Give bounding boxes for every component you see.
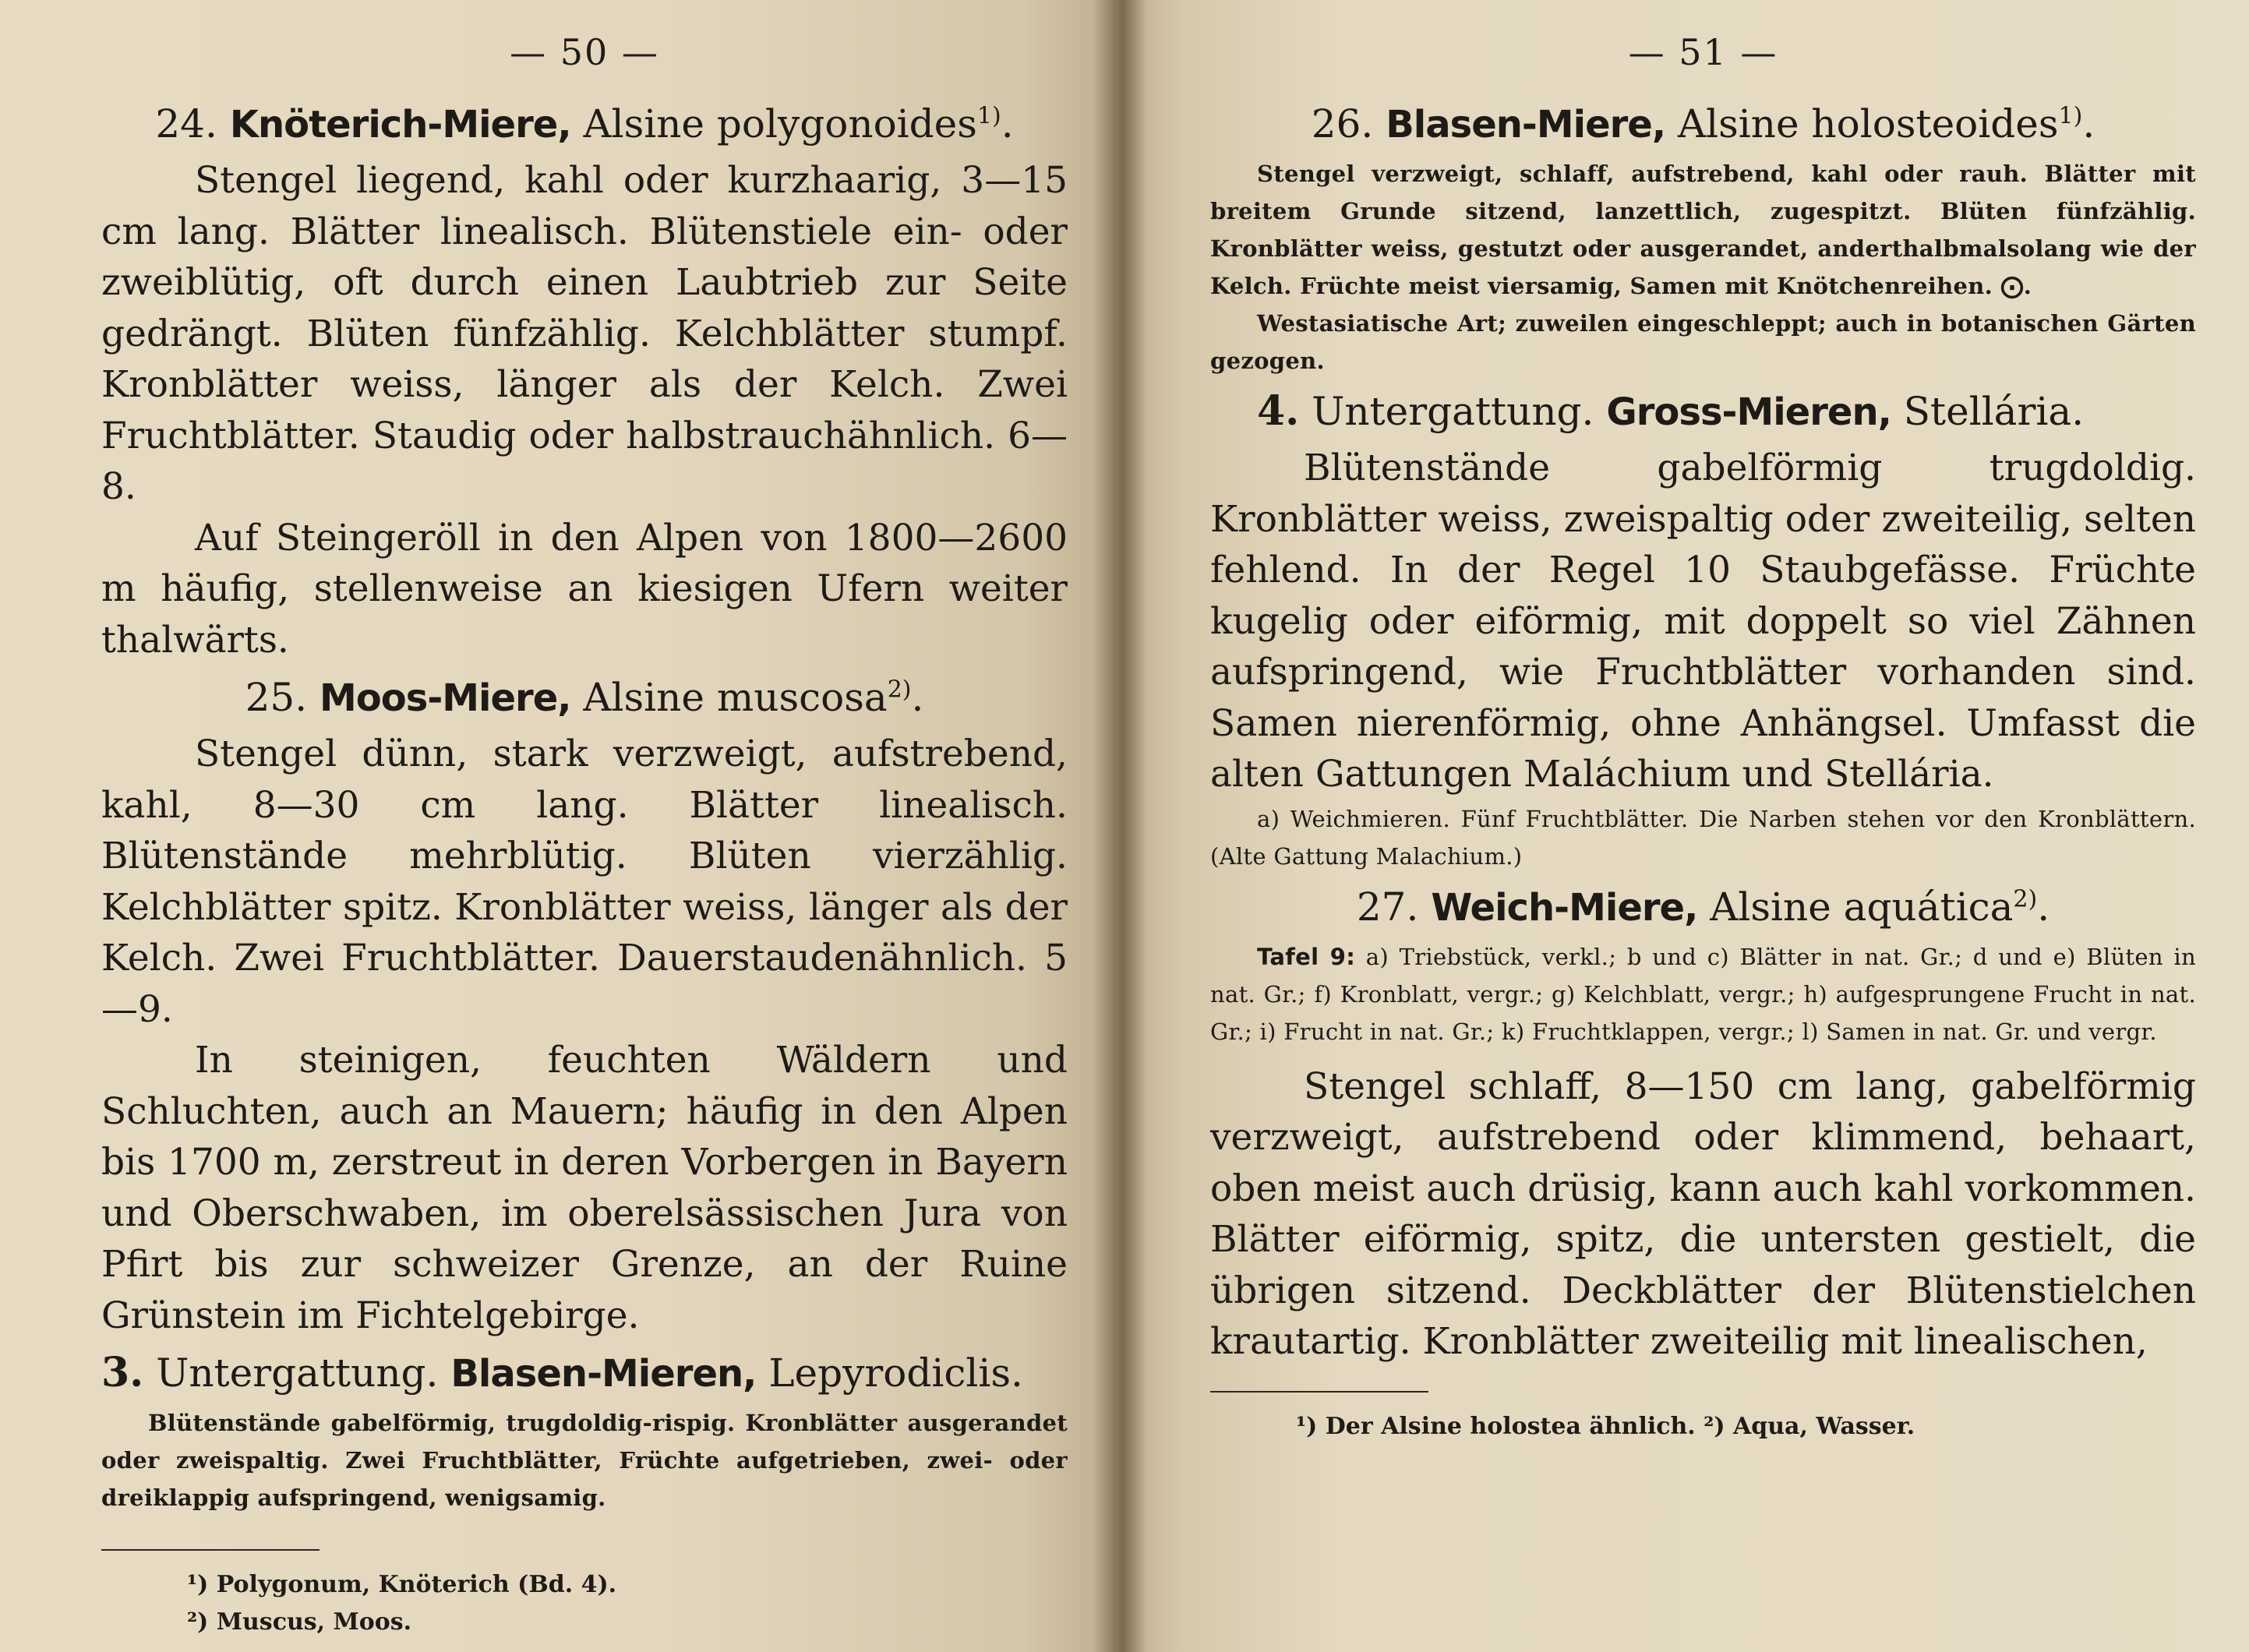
footnote-rule: [1210, 1391, 1428, 1393]
species-heading: 27. Weich-Miere, Alsine aquática$^{2)}$.: [1356, 884, 2050, 930]
subgenus-number: 3.: [101, 1349, 144, 1396]
subgenus-description: Blütenstände gabelförmig, trugdoldig-rispig. Kronblätter ausgerandet oder zweispaltig. Zwei Fruchtblätter, Früchte aufgetrieben, zwei- oder dreiklappig aufspringend, wenigsamig.: [101, 1410, 1068, 1511]
subgenus-heading: [101, 1346, 1068, 1401]
species-name: Weich-Miere,: [1431, 885, 1698, 930]
species-name: Moos-Miere,: [320, 676, 571, 720]
footnote-mark: 1): [976, 102, 1001, 130]
species-name: Knöterich-Miere,: [229, 103, 571, 146]
subgenus-description: Blütenstände gabelförmig trugdoldig. Kronblätter weiss, zweispaltig oder zweiteilig, selten fehlend. In der Regel 10 Staubgefässe. Früchte kugelig oder eiförmig, mit doppelt so viel Zähnen aufspringend, wie Fruchtblätter vorhanden sind. Samen nierenförmig, ohne Anhängsel. Umfasst die alten Gattungen Maláchium und Stellária.: [1210, 447, 2196, 796]
species-habitat: Auf Steingeröll in den Alpen von 1800—2600 m häufig, stellenweise an kiesigen Ufern weiter thalwärts.: [101, 516, 1068, 662]
species-habitat: In steinigen, feuchten Wäldern und Schluchten, auch an Mauern; häufig in den Alpen bis 1700 m, zerstreut in deren Vorbergen in Bayern und Oberschwaben, im oberelsässischen Jura von Pfirt bis zur schweizer Grenze, an der Ruine Grünstein im Fichtelgebirge.: [101, 1039, 1068, 1337]
plate-text: a) Triebstück, verkl.; b und c) Blätter in nat. Gr.; d und e) Blüten in nat. Gr.; f) Kronblatt, vergr.; g) Kelchblatt, vergr.; h) aufgesprungene Frucht in nat. Gr.; i) Frucht in nat. Gr.; k) Fruchtklappen, vergr.; l) Samen in nat. Gr. und vergr.: [1210, 943, 2196, 1045]
plate-reference: [1210, 938, 2196, 1050]
page-number: — 51 —: [1628, 31, 1778, 73]
subgenus-latin: Lepyrodiclis.: [768, 1350, 1023, 1396]
book-gutter: [1093, 0, 1147, 1652]
footnote: ¹) Der Alsine holostea ähnlich. ²) Aqua, Wasser.: [1296, 1412, 1915, 1440]
species-description: Stengel schlaff, 8—150 cm lang, gabelförmig verzweigt, aufstrebend oder klimmend, behaart, oben meist auch drüsig, kann auch kahl vorkommen. Blätter eiförmig, spitz, die untersten gestielt, die übrigen sitzend. Deckblätter der Blütenstielchen krautartig. Kronblätter zweiteilig mit linealischen,: [1210, 1064, 2196, 1363]
subgenus-name: Blasen-Mieren,: [450, 1352, 757, 1396]
species-description: Stengel verzweigt, schlaff, aufstrebend, kahl oder rauh. Blätter mit breitem Grunde sitzend, lanzettlich, zugespitzt. Blüten fünfzählig. Kronblätter weiss, gestutzt oder ausgerandet, anderthalbmalsolang wie der Kelch. Früchte meist viersamig, Samen mit Knötchenreihen. ⨀.: [1210, 161, 2196, 299]
subgenus-word: Untergattung.: [156, 1350, 439, 1396]
species-name: Blasen-Miere,: [1386, 103, 1666, 146]
left-page: [0, 0, 1113, 1652]
species-latin: Alsine aquática: [1710, 884, 2014, 930]
species-latin: Alsine holosteoides: [1678, 101, 2059, 146]
species-description: Stengel liegend, kahl oder kurzhaarig, 3—15 cm lang. Blätter linealisch. Blütenstiele ein- oder zweiblütig, oft durch einen Laubtrieb zur Seite gedrängt. Blüten fünfzählig. Kelchblätter stumpf. Kronblätter weiss, länger als der Kelch. Zwei Fruchtblätter. Staudig oder halbstrauchähnlich. 6—8.: [101, 159, 1068, 508]
species-heading: 26. Blasen-Miere, Alsine holosteoides$^{1)}$.: [1311, 101, 2095, 146]
species-number: 24.: [155, 101, 217, 146]
species-description: Stengel dünn, stark verzweigt, aufstrebend, kahl, 8—30 cm lang. Blätter linealisch. Blütenstände mehrblütig. Blüten vierzählig. Kelchblätter spitz. Kronblätter weiss, länger als der Kelch. Zwei Fruchtblätter. Dauerstaudenähnlich. 5—9.: [101, 732, 1068, 1031]
footnote-rule: [101, 1549, 320, 1551]
right-page: [1113, 0, 2249, 1652]
left-column: [101, 31, 1068, 1641]
species-habitat: Westasiatische Art; zuweilen eingeschleppt; auch in botanischen Gärten gezogen.: [1210, 310, 2196, 374]
species-heading: 24. Knöterich-Miere, Alsine polygonoides$^{1)}$.: [155, 101, 1014, 146]
footnote-mark: 2): [2013, 884, 2038, 912]
right-column: [1210, 31, 2196, 1446]
subgenus-word: Untergattung.: [1312, 389, 1594, 434]
species-latin: Alsine muscosa: [583, 675, 888, 720]
species-number: 26.: [1311, 101, 1374, 146]
subgenus-latin: Stellária.: [1903, 389, 2085, 434]
footnote: ¹) Polygonum, Knöterich (Bd. 4).: [187, 1571, 617, 1598]
species-number: 25.: [245, 675, 308, 720]
species-latin: Alsine polygonoides: [583, 101, 977, 146]
footnote-mark: 2): [887, 676, 912, 704]
page-number: — 50 —: [510, 31, 659, 73]
subgenus-heading: [1210, 384, 2196, 439]
footnote: ²) Muscus, Moos.: [187, 1608, 412, 1636]
section-description: a) Weichmieren. Fünf Fruchtblätter. Die Narben stehen vor den Kronblättern. (Alte Gattung Malachium.): [1210, 805, 2196, 870]
species-number: 27.: [1356, 884, 1419, 930]
subgenus-number: 4.: [1257, 387, 1300, 435]
plate-label: Tafel 9:: [1257, 943, 1356, 970]
subgenus-name: Gross-Mieren,: [1606, 390, 1891, 434]
species-heading: 25. Moos-Miere, Alsine muscosa$^{2)}$.: [245, 675, 924, 720]
footnote-mark: 1): [2058, 102, 2083, 130]
